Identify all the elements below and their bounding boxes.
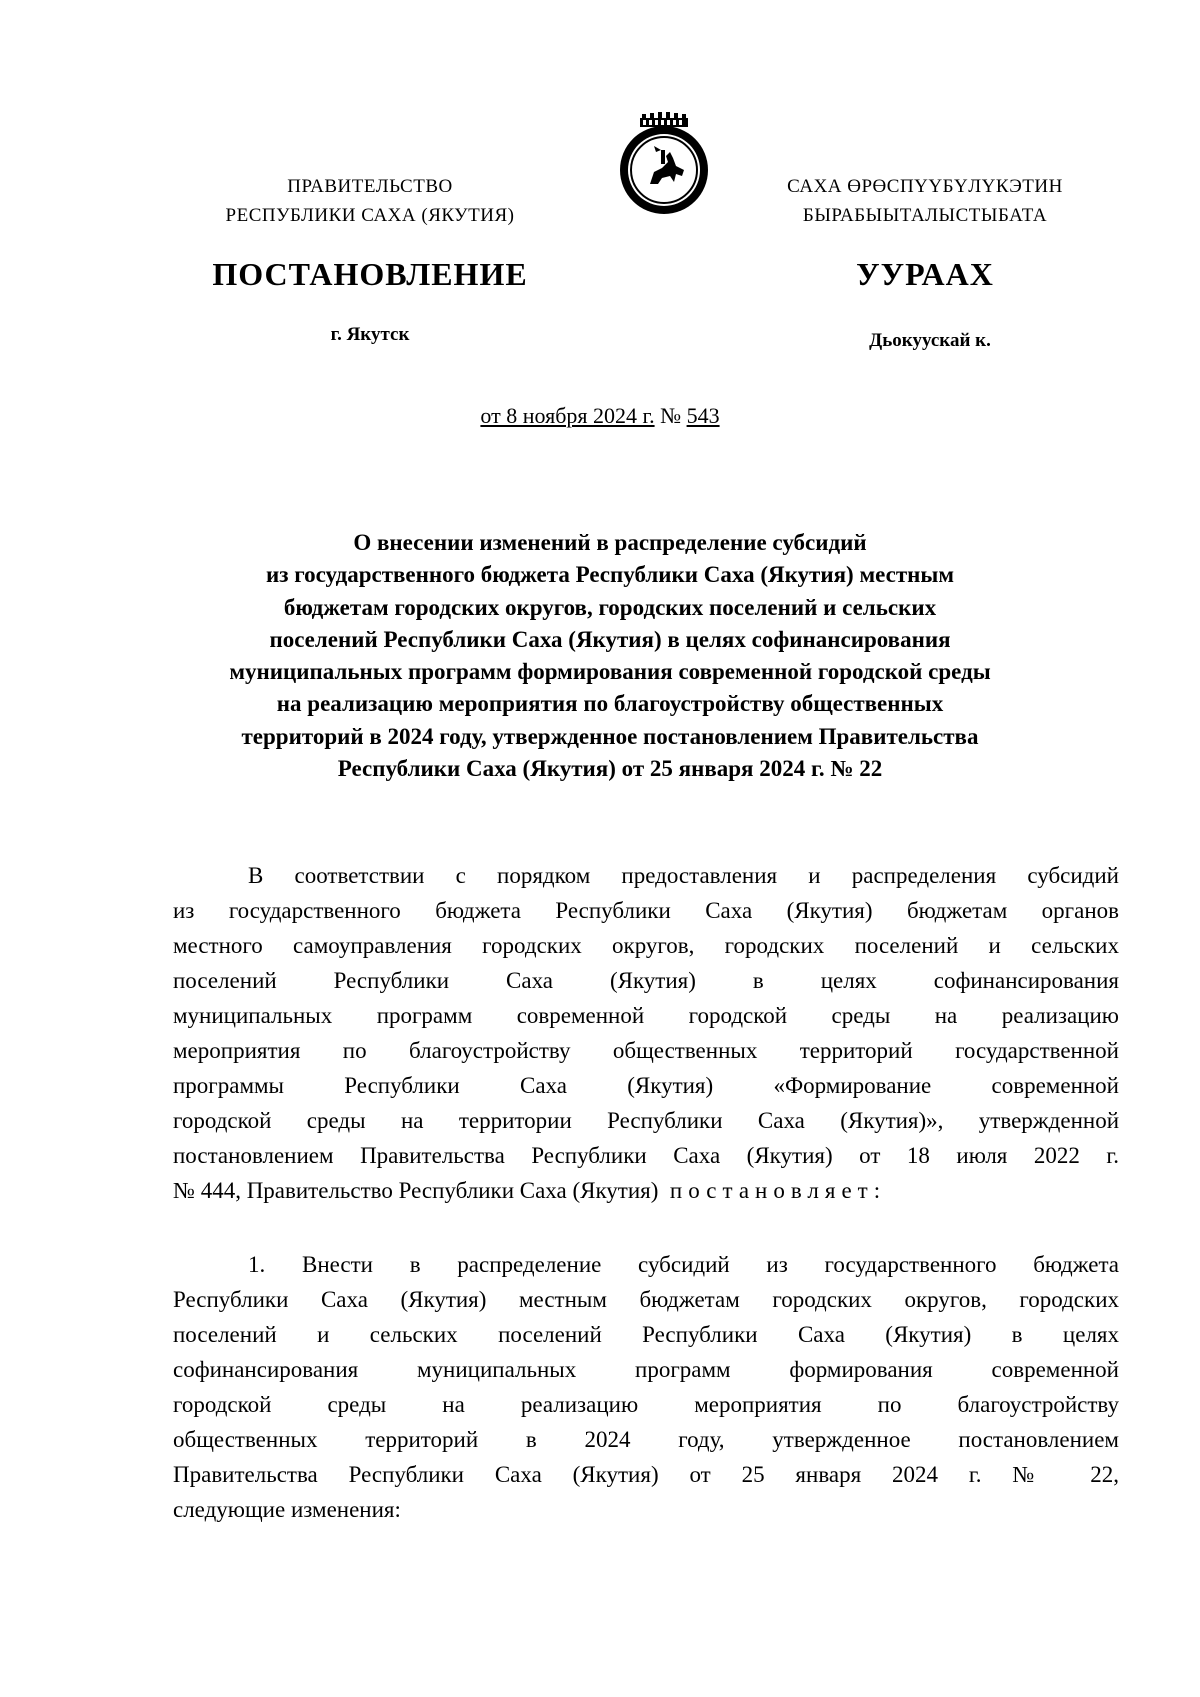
paragraph-line: мероприятия по благоустройству общественных территорий государственной bbox=[173, 1038, 1119, 1063]
paragraph-line-last bbox=[173, 1173, 1119, 1208]
resolves-word: постановляет: bbox=[669, 1178, 887, 1203]
paragraph-line: Республики Саха (Якутия) местным бюджетам городских округов, городских bbox=[173, 1287, 1119, 1312]
government-name-sakha-line-2: БЫРАБЫЫТАЛЫСТЫБАТА bbox=[802, 205, 1048, 226]
body-paragraph-preamble bbox=[173, 858, 1119, 1208]
title-line: Республики Саха (Якутия) от 25 января 2024 г. № 22 bbox=[337, 756, 883, 782]
city-sakha: Дьокуускай к. bbox=[869, 330, 991, 351]
paragraph-line: поселений Республики Саха (Якутия) в целях софинансирования bbox=[173, 968, 1119, 993]
title-line: на реализацию мероприятия по благоустройству общественных bbox=[276, 691, 944, 717]
title-line: территорий в 2024 году, утвержденное постановлением Правительства bbox=[241, 723, 979, 749]
paragraph-line: 1. Внести в распределение субсидий из государственного бюджета bbox=[248, 1252, 1119, 1277]
document-date: от 8 ноября 2024 г. bbox=[480, 403, 655, 428]
city-ru: г. Якутск bbox=[330, 324, 410, 345]
document-number: 543 bbox=[686, 403, 720, 428]
title-line: поселений Республики Саха (Якутия) в целях софинансирования bbox=[269, 626, 951, 652]
paragraph-line: из государственного бюджета Республики Саха (Якутия) бюджетам органов bbox=[173, 898, 1119, 923]
document-title bbox=[150, 527, 1070, 785]
government-name-ru-line-1: ПРАВИТЕЛЬСТВО bbox=[287, 176, 453, 197]
title-line: О внесении изменений в распределение субсидий bbox=[353, 530, 867, 555]
government-name-ru bbox=[180, 172, 560, 230]
document-type-sakha: УУРААХ bbox=[856, 256, 994, 292]
paragraph-line: программы Республики Саха (Якутия) «Формирование современной bbox=[173, 1073, 1119, 1098]
title-line: бюджетам городских округов, городских поселений и сельских bbox=[283, 594, 937, 620]
paragraph-line-last: следующие изменения: bbox=[173, 1497, 401, 1522]
title-line: муниципальных программ формирования современной городской среды bbox=[229, 659, 991, 685]
document-date-number bbox=[0, 403, 1200, 429]
paragraph-line: постановлением Правительства Республики Саха (Якутия) от 18 июля 2022 г. bbox=[173, 1143, 1119, 1168]
paragraph-line: муниципальных программ современной городской среды на реализацию bbox=[173, 1003, 1119, 1028]
coat-of-arms-emblem-icon bbox=[610, 112, 718, 220]
document-type-ru: ПОСТАНОВЛЕНИЕ bbox=[212, 256, 528, 292]
paragraph-line: В соответствии с порядком предоставления и распределения субсидий bbox=[248, 863, 1119, 888]
paragraph-line-text: № 444, Правительство Республики Саха (Якутия) bbox=[173, 1178, 659, 1203]
paragraph-line: софинансирования муниципальных программ формирования современной bbox=[173, 1357, 1119, 1382]
paragraph-line: поселений и сельских поселений Республики Саха (Якутия) в целях bbox=[173, 1322, 1119, 1347]
body-paragraph-item-1 bbox=[173, 1247, 1119, 1527]
government-name-ru-line-2: РЕСПУБЛИКИ САХА (ЯКУТИЯ) bbox=[225, 205, 515, 226]
paragraph-line: городской среды на территории Республики Саха (Якутия)», утвержденной bbox=[173, 1108, 1119, 1133]
title-line: из государственного бюджета Республики Саха (Якутия) местным bbox=[266, 562, 954, 588]
paragraph-line: городской среды на реализацию мероприятия по благоустройству bbox=[173, 1392, 1119, 1417]
government-name-sakha-line-1: САХА ӨРӨСПҮҮБҮЛҮКЭТИН bbox=[787, 176, 1063, 197]
paragraph-line: местного самоуправления городских округов, городских поселений и сельских bbox=[173, 933, 1119, 958]
government-name-sakha bbox=[740, 172, 1110, 230]
paragraph-line: Правительства Республики Саха (Якутия) от 25 января 2024 г. № 22, bbox=[173, 1462, 1119, 1487]
paragraph-line: общественных территорий в 2024 году, утвержденное постановлением bbox=[173, 1427, 1119, 1452]
document-number-prefix: № bbox=[660, 403, 682, 428]
